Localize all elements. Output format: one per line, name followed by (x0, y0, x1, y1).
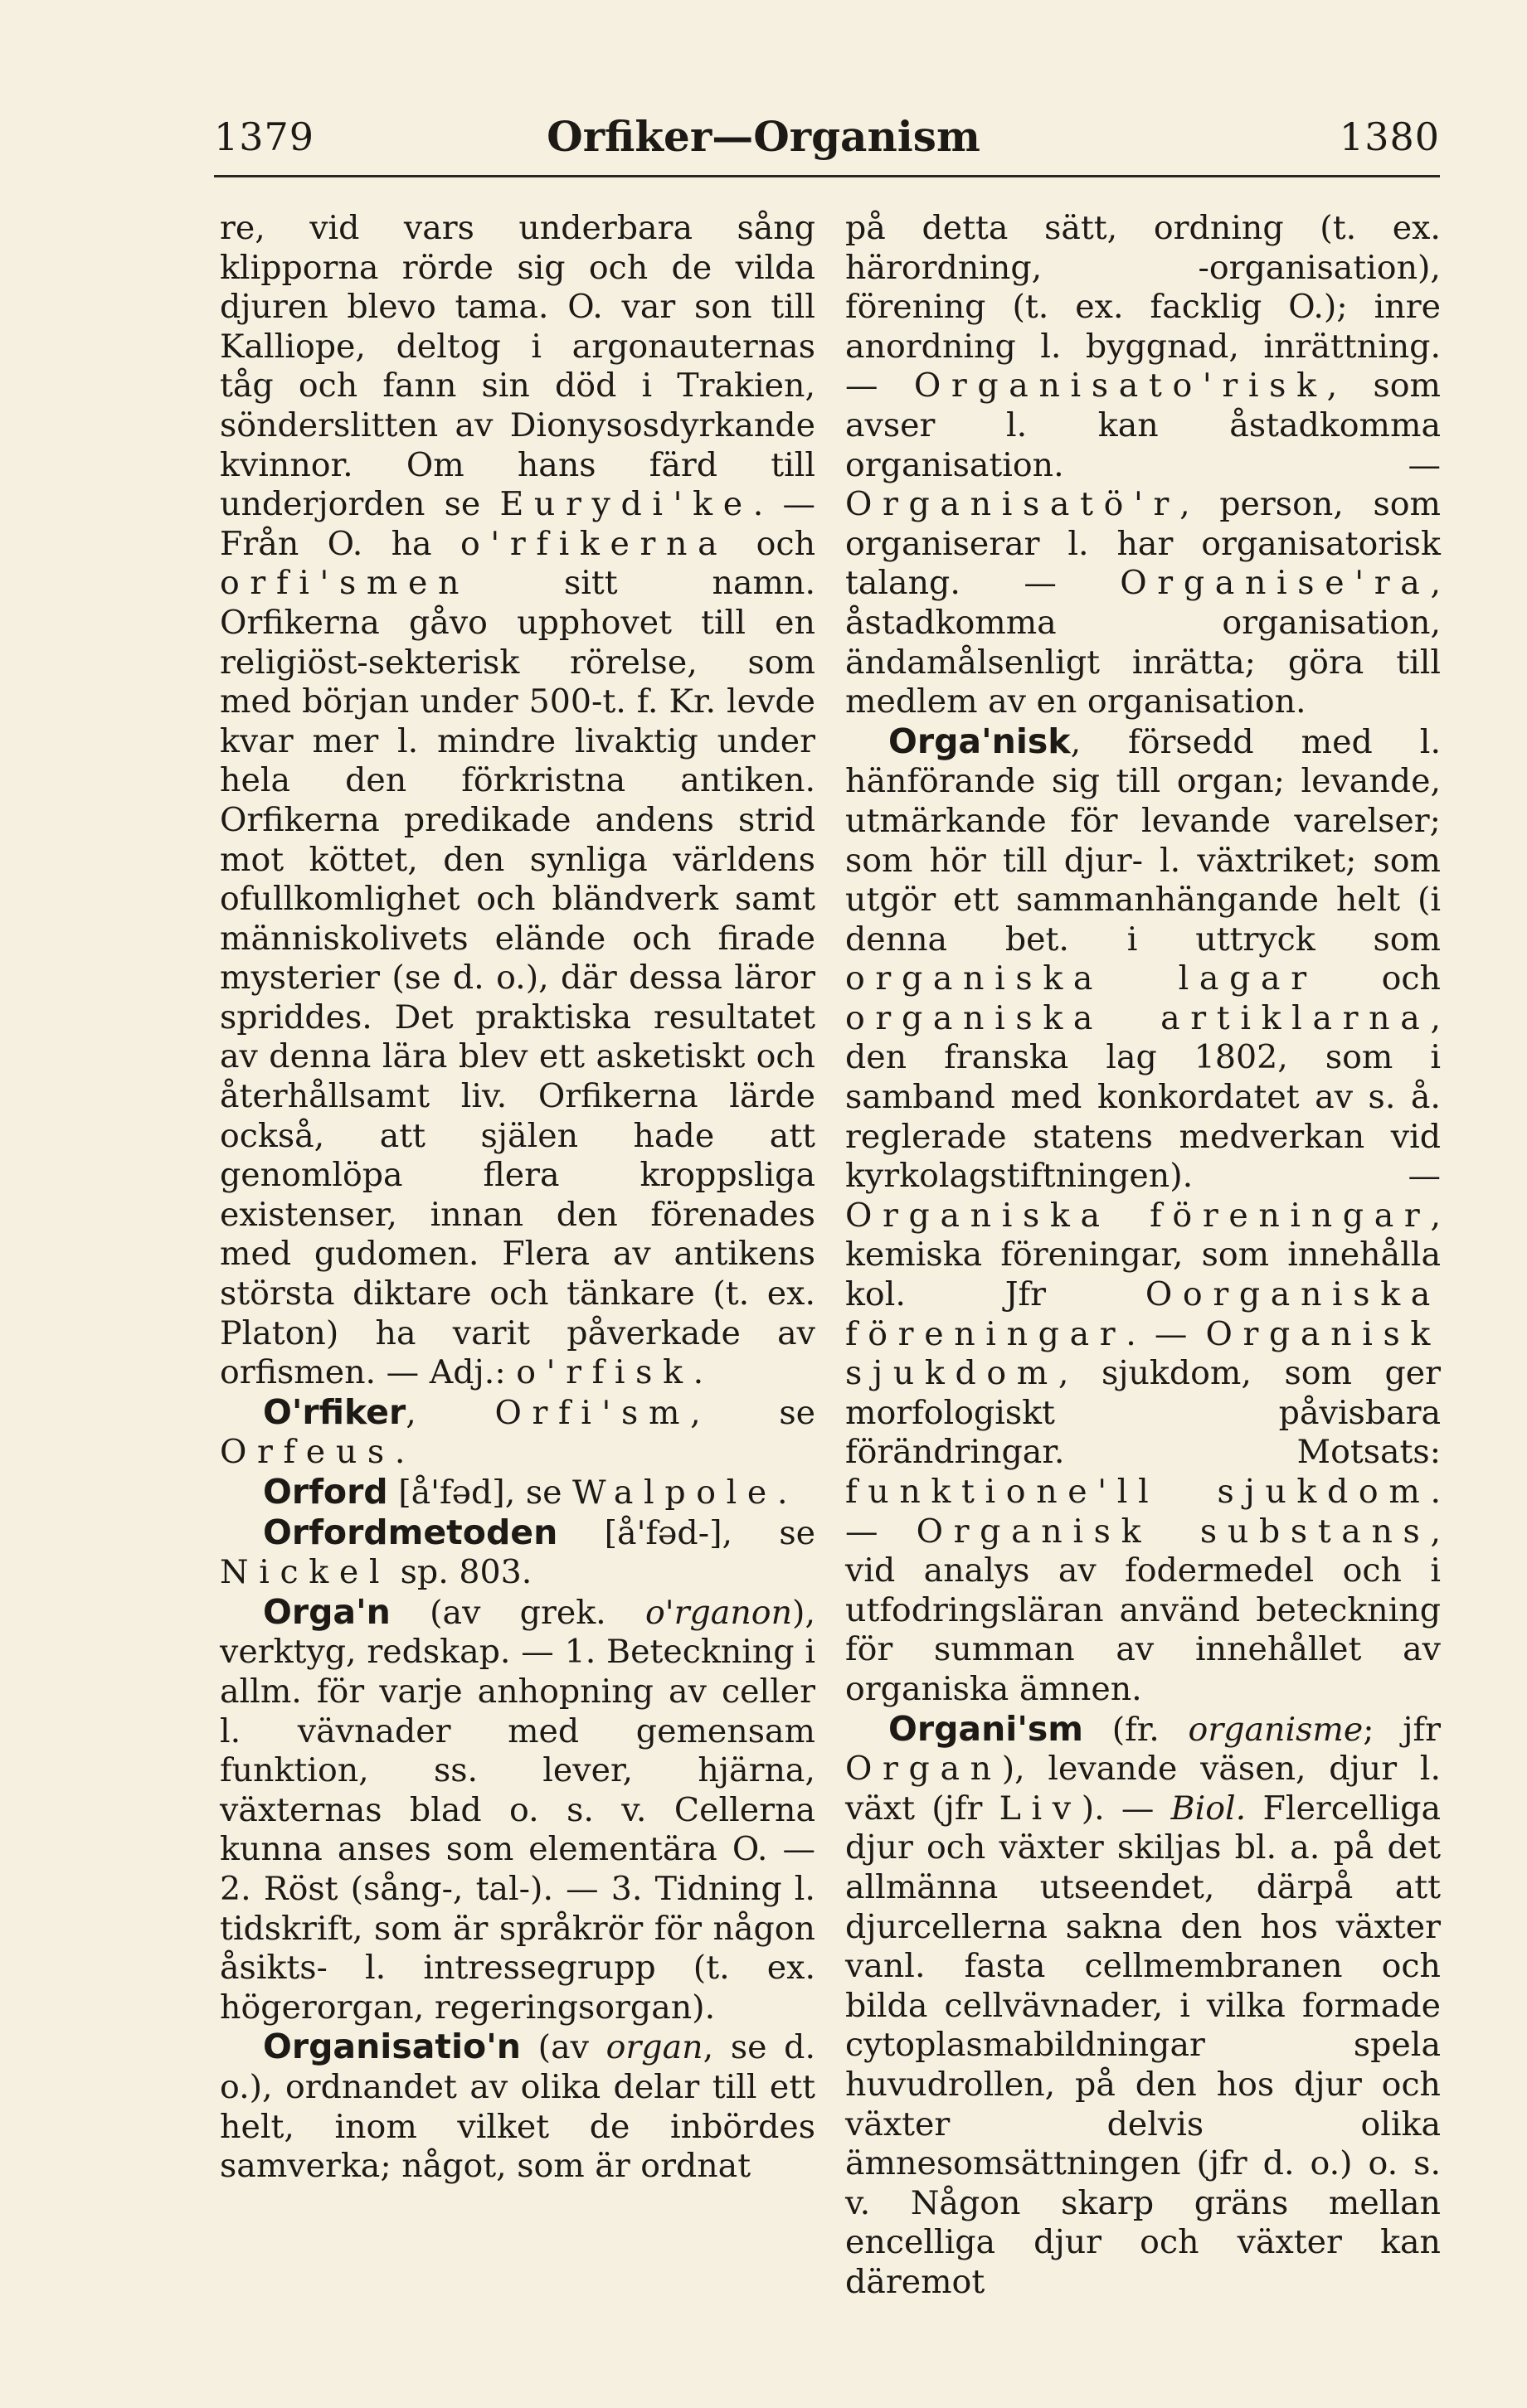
text-run: ), verktyg, redskap. — 1. Beteckning i allm. för varje anhopning av celler l. vävnader med gemensam funktion, ss. lever, hjärna, växternas blad o. s. v. Cellerna kunna anses som elementära O. — 2. Röst (sång-, tal-). — 3. Tidning l. tidskrift, som är språkrör för någon åsikts- l. intressegrupp (t. ex. högerorgan, regeringsorgan). (220, 1593, 815, 2027)
text-run: re, vid vars underbara sång klipporna rörde sig och de vilda djuren blevo tama. O. var son till Kalliope, deltog i argonauternas tåg och fann sin död i Trakien, sönderslitten av Dionysosdyrkande kvinnor. Om hans färd till underjorden se (220, 209, 815, 524)
text-run: , försedd med l. hänförande sig till organ; levande, utmärkande för levande varelser; som hör till djur- l. växtriket; som utgör ett sammanhängande helt (i denna bet. i uttryck som (845, 722, 1441, 959)
paragraph (220, 2027, 815, 2186)
page-number-right: 1380 (1339, 114, 1440, 159)
paragraph (220, 1473, 815, 1513)
text-run: sp. 803. (390, 1553, 533, 1592)
spaced-term: o'rfisk (516, 1353, 693, 1392)
spaced-term: Orfeus (220, 1433, 395, 1472)
spaced-term: Organisatö'r (845, 485, 1180, 524)
text-run: , person, som organiserar l. har organisatorisk talang. — (845, 485, 1441, 603)
header-rule (214, 175, 1440, 177)
headword: O'rfiker (263, 1391, 406, 1432)
text-run: , se (690, 1393, 815, 1432)
text-run: (av (520, 2028, 606, 2067)
left-column (220, 209, 815, 2187)
text-run: , sjukdom, som ger morfologiskt påvisbara förändringar. Motsats: (845, 1354, 1441, 1472)
text-run: Flercelliga djur och växter skiljas bl. a. på det allmänna utseendet, därpå att djurcellerna sakna den hos växter vanl. fasta cellmembranen och bilda cellvävnader, i vilka formade cytoplasmabildningar spela huvudrollen, på den hos djur och växter delvis olika ämnesomsättningen (jfr d. o.) o. s. v. Någon skarp gräns mellan encelliga djur och växter kan däremot (845, 1789, 1441, 2301)
text-run: (fr. (1083, 1710, 1189, 1749)
paragraph (220, 1513, 815, 1593)
spaced-term: Walpole (572, 1473, 777, 1512)
text-run: . — (1126, 1314, 1206, 1353)
text-run: , se d. o.), ordnandet av olika delar till ett helt, inom vilket de inbördes samverka; något, som är ordnat (220, 2028, 815, 2186)
spaced-term: Oorganiska föreningar (845, 1275, 1441, 1353)
text-run: . (776, 1473, 788, 1512)
italic-term: Biol. (1170, 1789, 1247, 1828)
spaced-term: o'rfikerna (460, 524, 728, 563)
text-run: sitt namn. Orfikerna gåvo upphovet till en religiöst-sekterisk rörelse, som med början under 500-t. f. Kr. levde kvar mer l. mindre livaktig under hela den förkristna antiken. Orfikerna predikade andens strid mot köttet, den synliga världens ofullkomlighet och bländverk samt människolivets elände och firade mysterier (se d. o.), där dessa läror spriddes. Det praktiska resultatet av denna lära blev ett asketiskt och återhållsamt liv. Orfikerna lärde också, att själen hade att genomlöpa flera kroppsliga existenser, innan den förenades med gudomen. Flera av antikens största diktare och tänkare (t. ex. Platon) ha varit påverkade av orfismen. — Adj.: (220, 564, 815, 1392)
paragraph (220, 1393, 815, 1473)
spaced-term: Organisk sjukdom (845, 1314, 1441, 1393)
italic-term: organisme (1188, 1710, 1364, 1749)
headword: Orga'nisk (888, 721, 1071, 761)
text-run: [å'fəd], se (387, 1473, 573, 1512)
spaced-term: Organisk substans (916, 1512, 1431, 1551)
text-run: . (693, 1353, 704, 1392)
text-run: (av grek. (390, 1593, 645, 1632)
text-run: , som avser l. kan åstadkomma organisation. — (845, 367, 1442, 484)
spaced-term: Organiska föreningar (845, 1196, 1431, 1235)
paragraph (845, 209, 1441, 722)
text-run: , den franska lag 1802, som i samband med konkordatet av s. å. reglerade statens medverkan vid kyrkolagstiftningen). — (845, 998, 1441, 1196)
text-run: ), levande väsen, djur l. växt (jfr (845, 1750, 1441, 1828)
text-run: . — Från O. ha (220, 485, 815, 563)
spaced-term: Organ (845, 1750, 1002, 1789)
spaced-term: Eurydi'ke (499, 485, 753, 524)
spaced-term: Orfi'sm (494, 1393, 691, 1432)
paragraph (845, 1710, 1441, 2303)
text-run: , åstadkomma organisation, ändamålsenligt inrätta; göra till medlem av en organisation. (845, 564, 1441, 721)
headword: Organi'sm (888, 1708, 1084, 1749)
paragraph (220, 1593, 815, 2028)
spaced-term: funktione'll sjukdom (845, 1473, 1431, 1511)
text-run: ; jfr (1363, 1710, 1441, 1749)
text-run: , vid analys av fodermedel och i utfodringsläran använd beteckning för summan av innehållet av organiska ämnen. (845, 1512, 1441, 1708)
right-column (845, 209, 1441, 2302)
text-run: ). — (1081, 1789, 1171, 1828)
headword: Orford (263, 1472, 388, 1512)
spaced-term: orfi'smen (220, 564, 470, 603)
text-run: på detta sätt, ordning (t. ex. härordning, -organisation), förening (t. ex. facklig O.); inre anordning l. byggnad, inrättning. — (845, 209, 1441, 405)
italic-term: organ (605, 2028, 703, 2067)
text-run: , (406, 1393, 495, 1432)
running-head: Orfiker—Organism (547, 112, 980, 161)
paragraph (845, 722, 1441, 1710)
text-run: och (1316, 959, 1441, 998)
text-run: , kemiska föreningar, som innehålla kol. Jfr (845, 1196, 1441, 1314)
spaced-term: organiska lagar (845, 959, 1317, 998)
spaced-term: Organise'ra (1120, 564, 1431, 603)
page-number-left: 1379 (214, 114, 315, 159)
spaced-term: Nickel (220, 1553, 391, 1592)
spaced-term: Liv (999, 1789, 1082, 1828)
text-run: [å'fəd-], se (557, 1513, 815, 1552)
paragraph (220, 209, 815, 1393)
spaced-term: organiska artiklarna (845, 998, 1431, 1037)
text-run: . — (845, 1473, 1441, 1551)
italic-term: o'rganon (645, 1593, 793, 1632)
headword: Organisatio'n (263, 2027, 521, 2067)
spaced-term: Organisato'risk (913, 367, 1327, 405)
headword: Orga'n (263, 1591, 391, 1632)
text-run: och (727, 524, 816, 563)
text-run: . (394, 1433, 406, 1472)
headword: Orfordmetoden (263, 1512, 558, 1552)
